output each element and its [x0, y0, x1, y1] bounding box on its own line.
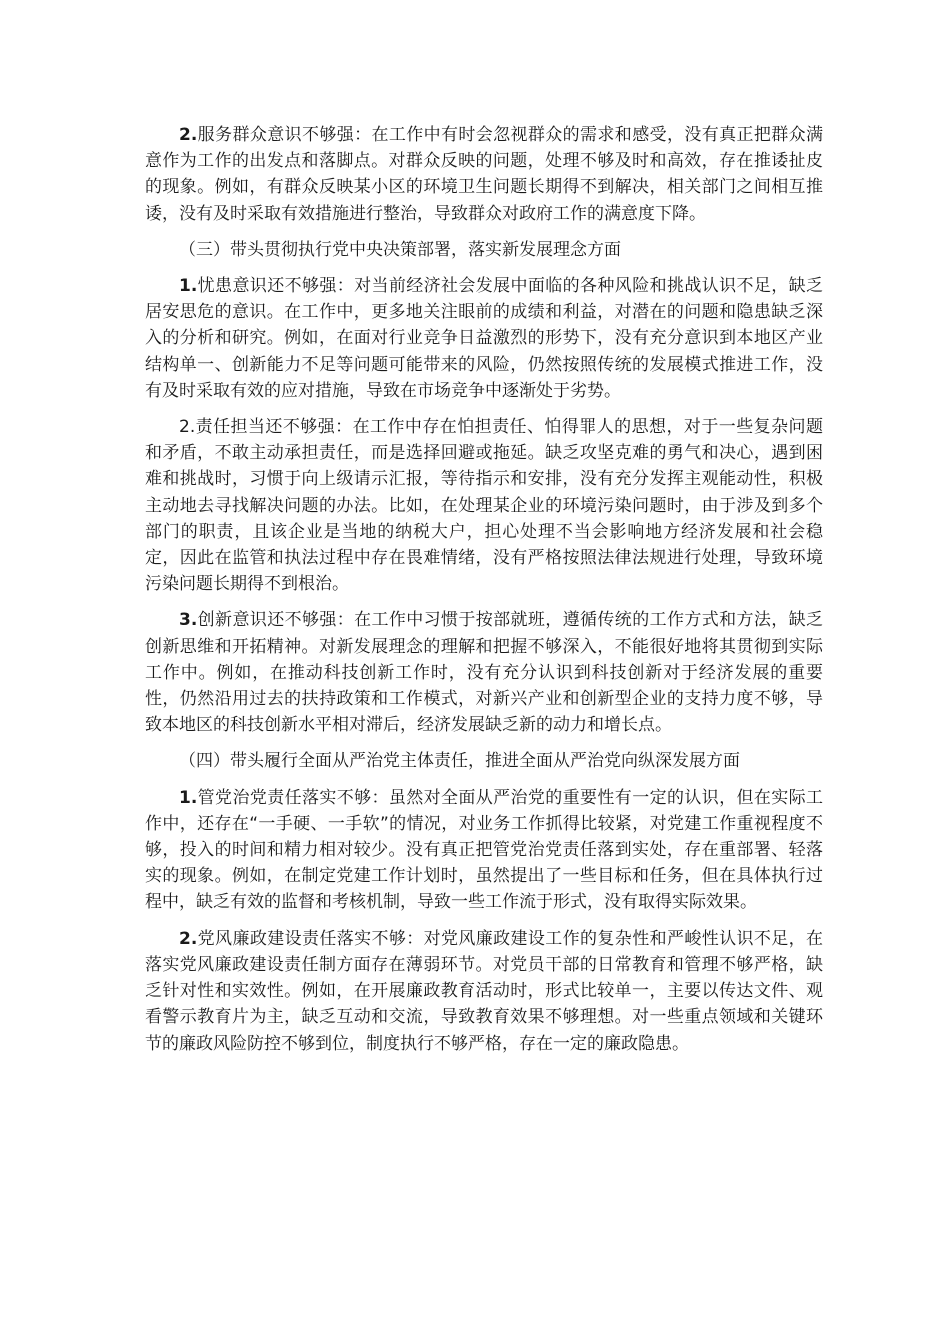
paragraph-party-management: [145, 785, 823, 916]
item-number: 3.: [179, 610, 198, 631]
item-number: 2.: [179, 417, 196, 438]
item-number: 1.: [179, 276, 198, 297]
paragraph-responsibility: [145, 414, 823, 597]
paragraph-innovation: [145, 607, 823, 738]
paragraph-risk-awareness: [145, 273, 823, 404]
paragraph-text: 责任担当还不够强：在工作中存在怕担责任、怕得罪人的思想，对于一些复杂问题和矛盾，不敢主动承担责任，而是选择回避或拖延。缺乏攻坚克难的勇气和决心，遇到困难和挑战时，习惯于向上级请示汇报，等待指示和安排，没有充分发挥主观能动性，积极主动地去寻找解决问题的办法。比如，在处理某企业的环境污染问题时，由于涉及到多个部门的职责，且该企业是当地的纳税大户，担心处理不当会影响地方经济发展和社会稳定，因此在监管和执法过程中存在畏难情绪，没有严格按照法律法规进行处理，导致环境污染问题长期得不到根治。: [145, 417, 823, 595]
paragraph-text: 服务群众意识不够强：在工作中有时会忽视群众的需求和感受，没有真正把群众满意作为工作的出发点和落脚点。对群众反映的问题，处理不够及时和高效，存在推诿扯皮的现象。例如，有群众反映某小区的环境卫生问题长期得不到解决，相关部门之间相互推诿，没有及时采取有效措施进行整治，导致群众对政府工作的满意度下降。: [145, 125, 823, 224]
section-heading-4: （四）带头履行全面从严治党主体责任，推进全面从严治党向纵深发展方面: [179, 751, 740, 772]
paragraph-service-awareness: [145, 122, 823, 227]
item-number: 2.: [179, 928, 198, 949]
paragraph-text: 管党治党责任落实不够：虽然对全面从严治党的重要性有一定的认识，但在实际工作中，还存在“一手硬、一手软”的情况，对业务工作抓得比较紧，对党建工作重视程度不够，投入的时间和精力相对较少。没有真正把管党治党责任落到实处，存在重部署、轻落实的现象。例如，在制定党建工作计划时，虽然提出了一些目标和任务，但在具体执行过程中，缺乏有效的监督和考核机制，导致一些工作流于形式，没有取得实际效果。: [145, 787, 823, 913]
paragraph-text: 创新意识还不够强：在工作中习惯于按部就班，遵循传统的工作方式和方法，缺乏创新思维和开拓精神。对新发展理念的理解和把握不够深入，不能很好地将其贯彻到实际工作中。例如，在推动科技创新工作时，没有充分认识到科技创新对于经济发展的重要性，仍然沿用过去的扶持政策和工作模式，对新兴产业和创新型企业的支持力度不够，导致本地区的科技创新水平相对滞后，经济发展缺乏新的动力和增长点。: [145, 610, 823, 736]
item-number: 2.: [179, 125, 198, 145]
item-number: 1.: [179, 787, 198, 808]
paragraph-integrity: [145, 926, 823, 1057]
paragraph-text: 党风廉政建设责任落实不够：对党风廉政建设工作的复杂性和严峻性认识不足，在落实党风廉政建设责任制方面存在薄弱环节。对党员干部的日常教育和管理不够严格，缺乏针对性和实效性。例如，在开展廉政教育活动时，形式比较单一，主要以传达文件、观看警示教育片为主，缺乏互动和交流，导致教育效果不够理想。对一些重点领域和关键环节的廉政风险防控不够到位，制度执行不够严格，存在一定的廉政隐患。: [145, 928, 823, 1054]
paragraph-text: 忧患意识还不够强：对当前经济社会发展中面临的各种风险和挑战认识不足，缺乏居安思危的意识。在工作中，更多地关注眼前的成绩和利益，对潜在的问题和隐患缺乏深入的分析和研究。例如，在面对行业竞争日益激烈的形势下，没有充分意识到本地区产业结构单一、创新能力不足等问题可能带来的风险，仍然按照传统的发展模式推进工作，没有及时采取有效的应对措施，导致在市场竞争中逐渐处于劣势。: [145, 276, 823, 401]
section-heading-3: （三）带头贯彻执行党中央决策部署，落实新发展理念方面: [179, 239, 621, 260]
document-page: [145, 122, 823, 1067]
